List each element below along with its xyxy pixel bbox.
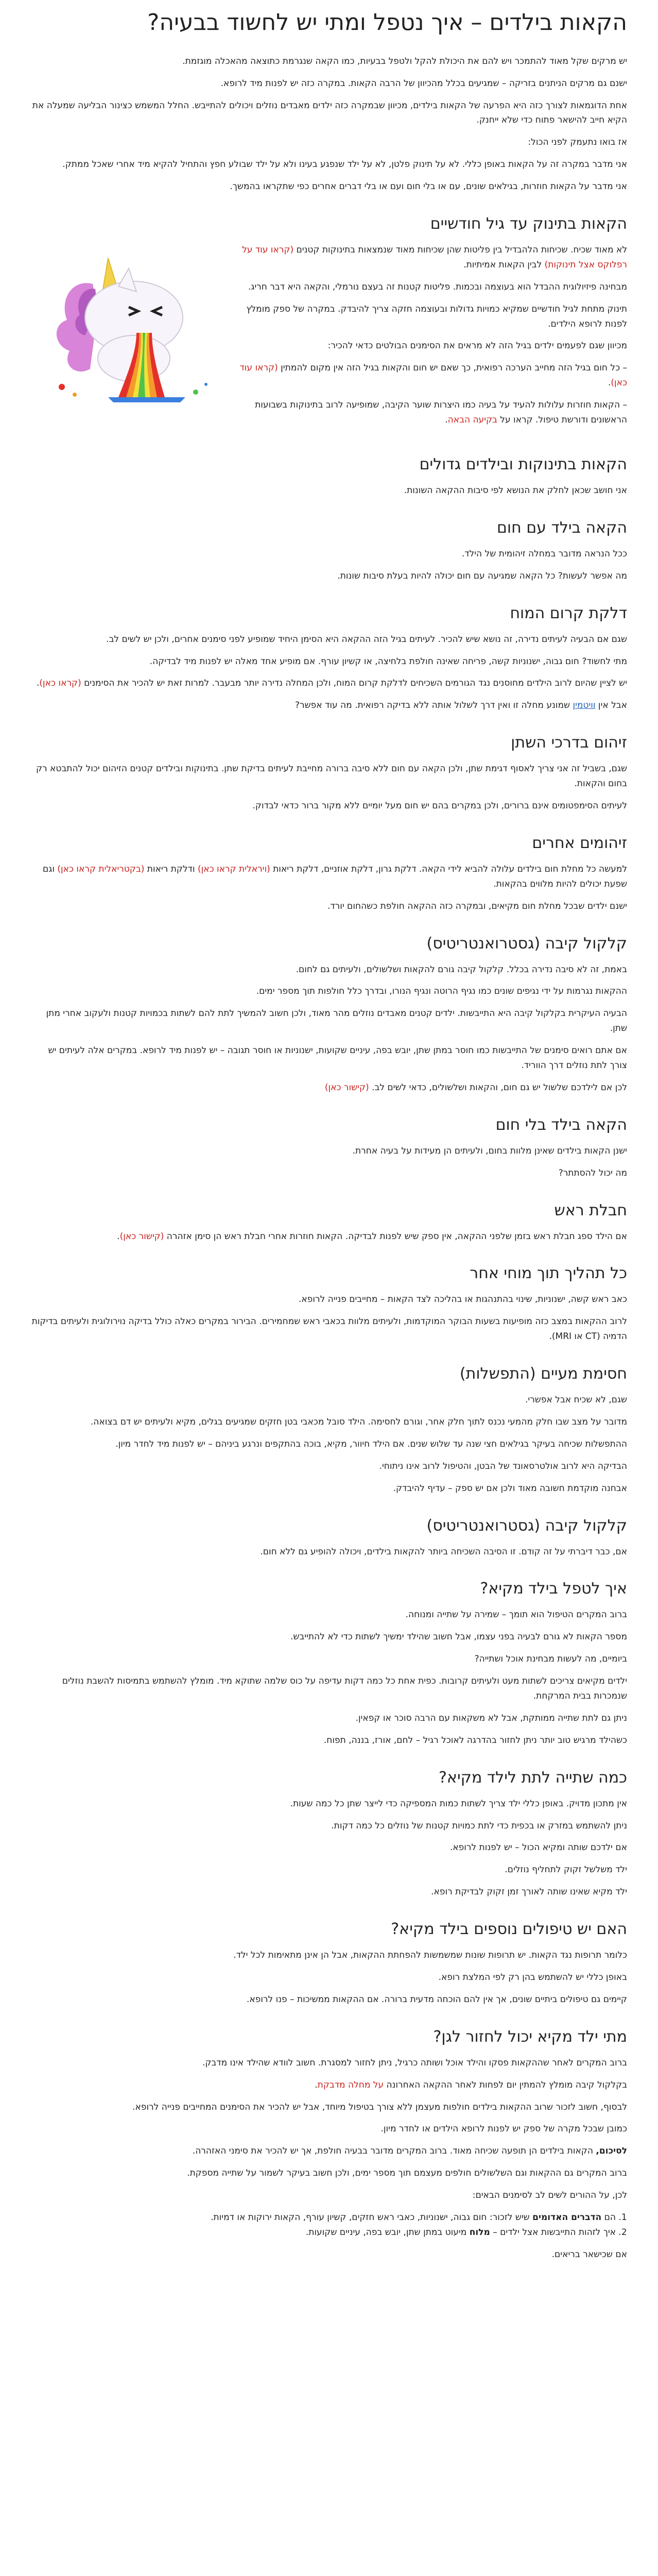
intussusception-paragraph: שגם, לא שכיח אבל אפשרי. (525, 1395, 627, 1405)
section-heading-meningitis: דלקת קרום המוח (510, 604, 627, 622)
section-heading-no-fever: הקאה בילד בלי חום (495, 1115, 627, 1134)
section-heading-medications: האם יש טיפולים נוספים בילד מקיא? (391, 1920, 627, 1939)
bacterial-pneumonia-link[interactable]: (בקטריאלית קראו כאן) (57, 863, 145, 874)
section-heading-uti: זיהום בדרכי השתן (511, 734, 627, 752)
other-infections-paragraph: למעשה כל מחלת חום בילדים עלולה להביא לידי הקאה. דלקת גרון, דלקת אוזניים, דלקת ריאות (ויראלית קראו כאן) ודלקת ריאות (בקטריאלית קראו כאן) וגם שפעת יכולים להיות מלווים בהקאות. (43, 863, 627, 889)
treatment-paragraph: ברוב המקרים הטיפול הוא תומך – שמירה על שתייה ומנוחה. (405, 1609, 627, 1620)
section-heading-other-infections: זיהומים אחרים (532, 834, 627, 852)
gastro-link[interactable]: (קישור כאן) (324, 1082, 369, 1093)
return-paragraph: לבסוף, חשוב לזכור שרוב ההקאות בילדים חולפות מעצמן ללא צורך בטיפול מיוחד, אבל יש להכיר את הסימנים המחייבים פנייה לרופא. (132, 2102, 627, 2112)
return-paragraph: בקלקול קיבה מומלץ להמתין יום לפחות לאחר ההקאה האחרונה על מחלה מדבקת. (315, 2079, 627, 2090)
viral-pneumonia-link[interactable]: (ויראלית קראו כאן) (197, 863, 270, 874)
meningitis-paragraph: אבל אין וויטמין שמונע מחלה זו ואין דרך לשלול אותה ללא בדיקה רפואית. מה עוד אפשר? (295, 700, 627, 711)
uti-paragraph: שגם, בשביל זה אני צריך לאסוף דגימת שתן, ולכן הקאה עם חום ללא סיבה ברורה מחייבת לעיתים בדיקת שתן. בתינוקות ובילדים קטנים הזיהום יכול להתבטא רק בחום והקאות. (36, 764, 627, 789)
gastro-paragraph: ההקאות נגרמות על ידי נגיפים שונים כמו נגיף הרוטה ונגיף הנורו, ובדרך כלל חולפות תוך מספר ימים. (256, 986, 627, 997)
intussusception-paragraph: מדובר על מצב שבו חלק מהמעי נכנס לתוך חלק אחר, וגורם לחסימה. הילד סובל מכאבי בטן חזקים שמגיעים בגלים, מקיא ולעיתים יש דם בצואה. (90, 1416, 627, 1427)
section-heading-intracranial: כל תהליך תוך מוחי אחר (470, 1264, 627, 1283)
return-paragraph: לכן, על ההורים לשים לב לסימנים הבאים: (472, 2190, 627, 2201)
section-heading-return-to-school: מתי ילד מקיא יכול לחזור לגן? (433, 2027, 627, 2046)
no-fever-paragraph: מה יכול להסתתר? (558, 1167, 627, 1178)
babies-paragraph: מבחינה פיזיולוגית ההבדל הוא בעוצמה ובכמות. פליטות קטנות זה בעצם נורמלי, והקאה היא דבר חריג. (248, 281, 627, 292)
warning-signs-list (31, 2210, 627, 2240)
section-heading-babies: הקאות בתינוק עד גיל חודשיים (430, 215, 627, 233)
gastro-paragraph: אם אתם רואים סימנים של התייבשות כמו חוסר במתן שתן, יובש בפה, עיניים שקועות, ישנוניות או חוסר תגובה – יש לפנות מיד לרופא. במקרים אלה לעיתים יש צורך לתת נוזלים דרך הווריד. (48, 1045, 627, 1071)
fluids-paragraph: ילד מקיא שאינו שותה לאורך זמן זקוק לבדיקת רופא. (431, 1887, 627, 1897)
section-heading-gastro: קלקול קיבה (גסטרואנטריטיס) (426, 934, 627, 953)
closing-paragraph: אם שכישאר בריאים. (551, 2249, 627, 2260)
head-injury-link[interactable]: (קישור כאן) (119, 1231, 164, 1242)
section-heading-treatment: איך לטפל בילד מקיא? (480, 1580, 627, 1598)
gastro-paragraph: לכן אם לילדכם שלשול יש גם חום, והקאות ושלשולים, כדאי לשים לב. (קישור כאן) (324, 1082, 627, 1093)
medications-paragraph: קיימים גם טיפולים ביתיים שונים, אך אין להם הוכחה מדעית ברורה. אם ההקאות ממשיכות – פנו לרופא. (246, 1994, 627, 2005)
babies-paragraph: – כל חום בגיל הזה מחייב הערכה רפואית, כך שאם יש חום והקאות בגיל הזה אין מקום להמתין (קראו עוד כאן). (239, 363, 627, 388)
intussusception-paragraph: אבחנה מוקדמת חשובה מאוד ולכן אם יש ספק – עדיף להיבדק. (393, 1483, 627, 1494)
fever-paragraph: מה אפשר לעשות? כל הקאה שמגיעה עם חום יכולה להיות בעלת סיבות שונות. (337, 570, 627, 581)
treatment-paragraph: כשהילד מרגיש טוב יותר ניתן לחזור בהדרגה לאוכל רגיל – לחם, אורז, בננה, תפוח. (323, 1735, 627, 1745)
uti-paragraph: לעיתים הסימפטומים אינם ברורים, ולכן במקרים בהם יש חום מעל יומיים ללא מקור ברור כדאי לבדוק. (252, 800, 627, 811)
intro-paragraph: אני מדבר על הקאות חוזרות, בגילאים שונים, עם או בלי חום ועם או בלי דברים אחרים כפי שתקראו בהמשך. (230, 181, 627, 192)
meningitis-link[interactable]: (קראו כאן) (39, 678, 81, 689)
other-infections-paragraph: ישנם ילדים שבכל מחלת חום מקיאים, ובמקרה כזה ההקאה חולפת כשהחום יורד. (327, 901, 627, 911)
return-paragraph: ברוב המקרים גם ההקאות וגם השלשולים חולפים מעצמם תוך מספר ימים, ולכן חשוב בעיקר לשמור על שתייה מספקת. (187, 2168, 627, 2179)
fluids-paragraph: אין מתכון מדויק. באופן כללי ילד צריך לשתות כמות המספיקה כדי לייצר שתן כל כמה שעות. (290, 1798, 627, 1809)
fluids-paragraph: ניתן להשתמש במזרק או בכפית כדי לתת כמויות קטנות של נוזלים כל כמה דקות. (331, 1820, 627, 1831)
contagious-link[interactable]: על מחלה מדבקת (317, 2079, 384, 2090)
return-paragraph: ברוב המקרים לאחר שההקאות פסקו והילד אוכל ושותה כרגיל, ניתן לחזור למסגרת. חשוב לוודא שהילד אינו מדבק. (202, 2057, 627, 2068)
return-paragraph: כמובן שבכל מקרה של ספק יש לפנות לרופא הילדים או לחדר מיון. (380, 2124, 627, 2134)
intracranial-paragraph: כאב ראש קשה, ישנוניות, שינוי בהתנהגות או בהליכה לצד הקאות – מחייבים פנייה לרופא. (299, 1294, 627, 1305)
treatment-paragraph: ילדים מקיאים צריכים לשתות מעט ולעיתים קרובות. כפית אחת כל כמה דקות עדיפה על כוס שלמה שתוקא מיד. מומלץ להשתמש בתמיסות להשבת נוזלים שנמכרות בבית המרקחת. (62, 1676, 627, 1701)
intussusception-paragraph: ההתפשלות שכיחה בעיקר בגילאים חצי שנה עד שלוש שנים. אם הילד חיוור, מקיא, בוכה בהתקפים ונרגע ביניהם – יש לפנות מיד לחדר מיון. (115, 1438, 627, 1449)
babies-paragraph: תינוק מתחת לגיל חודשיים שמקיא כמויות גדולות ובעוצמה חזקה צריך להיבדק. במקרה של ספק מומלץ לפנות לרופא הילדים. (246, 303, 627, 329)
intracranial-paragraph: לרוב ההקאות במצב כזה מופיעות בשעות הבוקר המוקדמות, ולעיתים מלוות בכאבי ראש שמחמירים. הבירור במקרים כאלה כולל בדיקה נוירולוגית ולעיתים בדיקות הדמיה (CT או MRI). (31, 1316, 627, 1342)
intussusception-paragraph: הבדיקה היא לרוב אולטרסאונד של הבטן, והטיפול לרוב אינו ניתוחי. (379, 1461, 627, 1471)
rainbow-unicorn-icon (31, 248, 221, 402)
meningitis-paragraph: יש לציין שהיום לרוב הילדים מחוסנים נגד הגורמים השכיחים לדלקת קרום המוח, ולכן המחלה נדירה יותר מבעבר. למרות זאת יש להכיר את הסימנים (קראו כאן). (37, 678, 627, 689)
babies-paragraph: מכיוון שגם לפעמים ילדים בגיל הזה לא מראים את הסימנים הבולטים כדאי להכיר: (327, 341, 627, 351)
section-heading-fluids: כמה שתייה לתת לילד מקיא? (439, 1768, 627, 1787)
babies-paragraph: – הקאות חוזרות עלולות להעיד על בעיה כמו היצרות שוער הקיבה, שמופיעה לרוב בתינוקות בשבועות הראשונים ודורשת טיפול. קראו על בקיעה הבאה. (255, 400, 627, 426)
section-heading-fever: הקאה בילד עם חום (497, 518, 627, 537)
page-title: הקאות בילדים – איך נטפל ומתי יש לחשוד בבעיה? (147, 9, 627, 36)
list-item: 2. איך לזהות התייבשות אצל ילדים – מלוח מיעוט במתן שתן, יובש בפה, עיניים שקועות. (31, 2225, 616, 2240)
head-injury-paragraph: אם הילד ספג חבלת ראש בזמן שלפני ההקאה, אין ספק שיש לפנות לבדיקה. הקאות חוזרות אחרי חבלת ראש הן סימן אזהרה (קישור כאן). (117, 1231, 627, 1242)
gastro2-paragraph: אם, כבר דיברתי על זה קודם. זו הסיבה השכיחה ביותר להקאות בילדים, ויכולה להופיע גם ללא חום. (260, 1546, 627, 1557)
list-item: 1. הם הדברים האדומים שיש לזכור: חום גבוה, ישנוניות, כאבי ראש חזקים, קשיון עורף, הקאות ירוקות או דמיות. (31, 2210, 616, 2225)
intro-paragraph: אז בואו נתעמק לפני הכול: (528, 137, 627, 148)
fluids-paragraph: אם ילדכם שותה ומקיא הכול – יש לפנות לרופא. (449, 1842, 627, 1853)
meningitis-paragraph: מתי לחשוד? חום גבוה, ישנוניות קשה, פריחה שאינה חולפת בלחיצה, או קשיון עורף. אם מופיע אחד מאלה יש לפנות מיד לבדיקה. (149, 656, 627, 667)
intro-paragraph: יש מרקים שקל מאוד להתמכר ויש להם את היכולת להקל ולטפל בבעיות, כמו הקאה שנגרמת כתוצאה מהאכלה מוגזמת. (182, 56, 627, 66)
intro-paragraph: אני מדבר במקרה זה על הקאות באופן כללי. לא על תינוק פלטן, לא על ילד שנפגע בעינו ולא על ילד שבולע חפץ והתחיל להקיא מיד אחרי שאכל ממתק. (62, 159, 627, 170)
medications-paragraph: כלומר תרופות נגד הקאות. יש תרופות שונות שמשמשות להפחתת ההקאות, אבל הן אינן מתאימות לכל ילד. (233, 1950, 627, 1961)
fever-paragraph: ככל הנראה מדובר במחלה זיהומית של הילד. (461, 548, 627, 559)
return-paragraph: לסיכום, הקאות בילדים הן תופעה שכיחה מאוד. ברוב המקרים מדובר בבעיה חולפת, אך יש להכיר את סימני האזהרה. (192, 2146, 627, 2157)
reflux-link[interactable]: (קראו עוד על רפלוקס אצל תינוקות) (242, 245, 627, 270)
meningitis-paragraph: שגם אם הבעיה לעיתים נדירה, זה נושא שיש להכיר. לעיתים בגיל הזה ההקאה היא הסימן היחיד שמופיע לפני סימנים אחרים, ולכן יש לשים לב. (106, 634, 627, 645)
section-heading-intussusception: חסימת מעיים (התפשלות) (459, 1365, 627, 1383)
children-paragraph: אני חושב שכאן לחלק את הנושא לפי סיבות ההקאה השונות. (404, 485, 627, 496)
article (15, 0, 643, 2290)
medications-paragraph: באופן כללי יש להשתמש בהן רק לפי המלצת רופא. (438, 1972, 627, 1983)
gastro-paragraph: באמת, זה לא סיבה נדירה בכלל. קלקול קיבה גורם להקאות ושלשולים, ולעיתים גם לחום. (296, 964, 627, 975)
section-heading-head-injury: חבלת ראש (554, 1201, 627, 1219)
treatment-paragraph: ניתן גם לתת שתייה ממותקת, אבל לא משקאות עם הרבה סוכר או קפאין. (355, 1713, 627, 1723)
section-heading-gastro-2: קלקול קיבה (גסטרואנטריטיס) (426, 1516, 627, 1535)
no-fever-paragraph: ישנן הקאות בילדים שאינן מלוות בחום, ולעיתים הן מעידות על בעיה אחרת. (352, 1145, 627, 1156)
vitamin-link[interactable]: וויטמין (573, 700, 596, 711)
gastro-paragraph: הבעיה העיקרית בקלקול קיבה היא התייבשות. ילדים קטנים מאבדים נוזלים מהר מאוד, ולכן חשוב להמשיך לתת להם לשתות בכמויות קטנות ולעקוב אחרי מתן שתן. (46, 1008, 627, 1034)
fever-link[interactable]: (קראו עוד כאן) (239, 363, 627, 388)
babies-paragraph: לא מאוד שכיח. שכיחות הלהבדיל בין פליטות שהן שכיחות מאוד שנמצאות בתינוקות קטנים (קראו עוד על רפלוקס אצל תינוקות) לבין הקאות אמיתיות. (242, 245, 627, 270)
pyloric-link[interactable]: בקיעה הבאה (447, 415, 497, 426)
intro-paragraph: ישנם גם מרקים הניתנים בזריקה – שמגיעים בכלל מהכיוון של הרבה הקאות. במקרה כזה יש לפנות מיד לרופא. (220, 78, 627, 89)
intro-paragraph: אחת הדוגמאות לצורך כזה היא הפרעה של הקאות בילדים, מכיוון שבמקרה כזה ילדים מאבדים נוזלים ויכולים להתייבש. החלל המשמש כצינור הבליעה שמעלה את הקיא חייב להישאר פתוח כדי שלא ייחנק. (32, 100, 627, 126)
treatment-paragraph: ביומיים, מה לעשות מבחינת אוכל ושתייה? (474, 1654, 627, 1665)
section-heading-children: הקאות בתינוקות ובילדים גדולים (419, 455, 627, 473)
treatment-paragraph: מספר הקאות לא גורם לבעיה בפני עצמו, אבל חשוב שהילד ימשיך לשתות כדי לא להתייבש. (290, 1632, 627, 1642)
fluids-paragraph: ילד משלשל זקוק לתחליף נוזלים. (505, 1865, 627, 1875)
